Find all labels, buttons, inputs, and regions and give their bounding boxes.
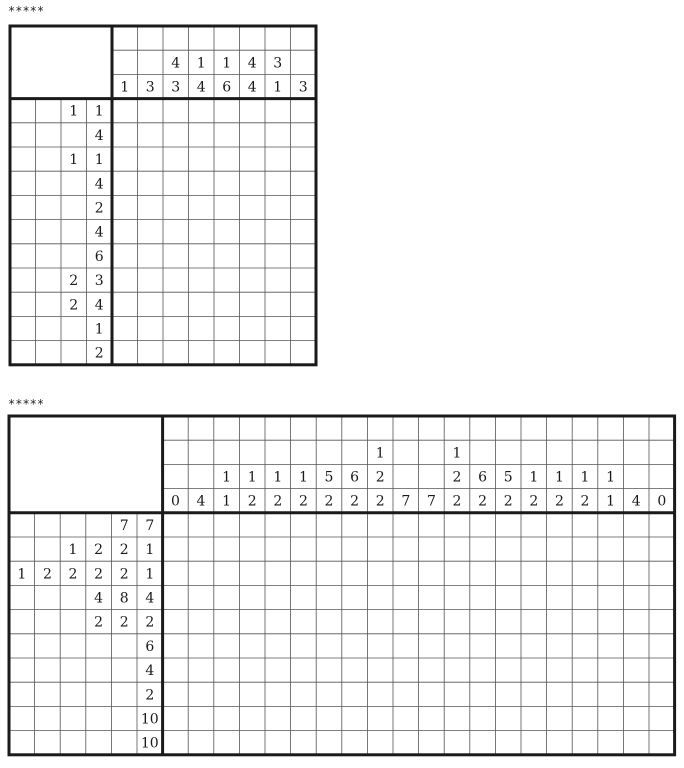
row-clue: 10 (140, 711, 159, 728)
column-clue: 0 (657, 493, 667, 510)
column-clue: 2 (324, 493, 334, 510)
puzzle-2-label: ***** (8, 397, 45, 411)
row-clue: 4 (94, 590, 104, 607)
column-clue: 2 (375, 493, 385, 510)
column-clue: 1 (452, 445, 462, 462)
column-clue: 2 (554, 493, 564, 510)
row-clue: 1 (94, 152, 104, 169)
row-clue: 2 (42, 566, 52, 583)
row-clue: 2 (94, 566, 104, 583)
column-clue: 1 (298, 469, 308, 486)
column-clue: 2 (375, 469, 385, 486)
column-clue: 5 (324, 469, 334, 486)
row-clue: 10 (140, 735, 159, 752)
column-clue: 4 (247, 79, 257, 96)
column-clue: 7 (426, 493, 436, 510)
column-clue: 1 (222, 469, 232, 486)
row-clue: 4 (94, 297, 104, 314)
row-clue: 2 (119, 542, 129, 559)
row-clue: 2 (94, 200, 104, 217)
row-clue: 4 (145, 663, 155, 680)
column-clue: 0 (170, 493, 180, 510)
row-clue: 4 (94, 176, 104, 193)
row-clue: 1 (69, 152, 79, 169)
column-clue: 1 (606, 493, 616, 510)
row-clue: 2 (68, 566, 78, 583)
row-clue: 6 (145, 638, 155, 655)
column-clue: 1 (529, 469, 539, 486)
row-clue: 4 (94, 224, 104, 241)
row-clue: 2 (69, 273, 79, 290)
column-clue: 1 (375, 445, 385, 462)
row-clue: 7 (145, 517, 155, 534)
column-clue: 2 (273, 493, 283, 510)
column-clue: 2 (247, 493, 257, 510)
column-clue: 2 (452, 469, 462, 486)
row-clue: 2 (94, 614, 104, 631)
column-clue: 3 (145, 79, 155, 96)
column-clue: 2 (503, 493, 513, 510)
column-clue: 5 (503, 469, 513, 486)
row-clue: 1 (17, 566, 27, 583)
column-clue: 4 (196, 493, 206, 510)
row-clue: 4 (145, 590, 155, 607)
row-clue: 6 (94, 248, 104, 265)
column-clue: 1 (196, 55, 206, 72)
row-clue: 2 (94, 542, 104, 559)
column-clue: 2 (298, 493, 308, 510)
row-clue: 8 (119, 590, 129, 607)
column-clue: 7 (401, 493, 411, 510)
column-clue: 2 (580, 493, 590, 510)
row-clue: 1 (68, 542, 78, 559)
column-clue: 2 (350, 493, 360, 510)
column-clue: 6 (222, 79, 232, 96)
puzzle-1-label: ***** (8, 4, 45, 18)
row-clue: 2 (145, 687, 155, 704)
column-clue: 3 (273, 55, 283, 72)
row-clue: 2 (69, 297, 79, 314)
column-clue: 1 (247, 469, 257, 486)
column-clue: 4 (631, 493, 641, 510)
row-clue: 2 (145, 614, 155, 631)
row-clue: 3 (94, 273, 104, 290)
row-clue: 1 (94, 321, 104, 338)
column-clue: 4 (247, 55, 257, 72)
column-clue: 1 (273, 79, 283, 96)
column-clue: 3 (298, 79, 308, 96)
column-clue: 1 (222, 493, 232, 510)
row-clue: 2 (119, 614, 129, 631)
column-clue: 6 (350, 469, 360, 486)
row-clue: 1 (145, 566, 155, 583)
column-clue: 4 (196, 79, 206, 96)
column-clue: 1 (606, 469, 616, 486)
row-clue: 1 (69, 103, 79, 120)
column-clue: 1 (554, 469, 564, 486)
row-clue: 7 (119, 517, 129, 534)
column-clue: 1 (120, 79, 130, 96)
column-clue: 2 (529, 493, 539, 510)
column-clue: 1 (222, 55, 232, 72)
column-clue: 2 (478, 493, 488, 510)
row-clue: 1 (145, 542, 155, 559)
column-clue: 3 (171, 79, 181, 96)
row-clue: 2 (119, 566, 129, 583)
column-clue: 2 (452, 493, 462, 510)
column-clue: 1 (580, 469, 590, 486)
column-clue: 1 (273, 469, 283, 486)
row-clue: 2 (94, 345, 104, 362)
column-clue: 6 (478, 469, 488, 486)
row-clue: 1 (94, 103, 104, 120)
column-clue: 4 (171, 55, 181, 72)
row-clue: 4 (94, 127, 104, 144)
